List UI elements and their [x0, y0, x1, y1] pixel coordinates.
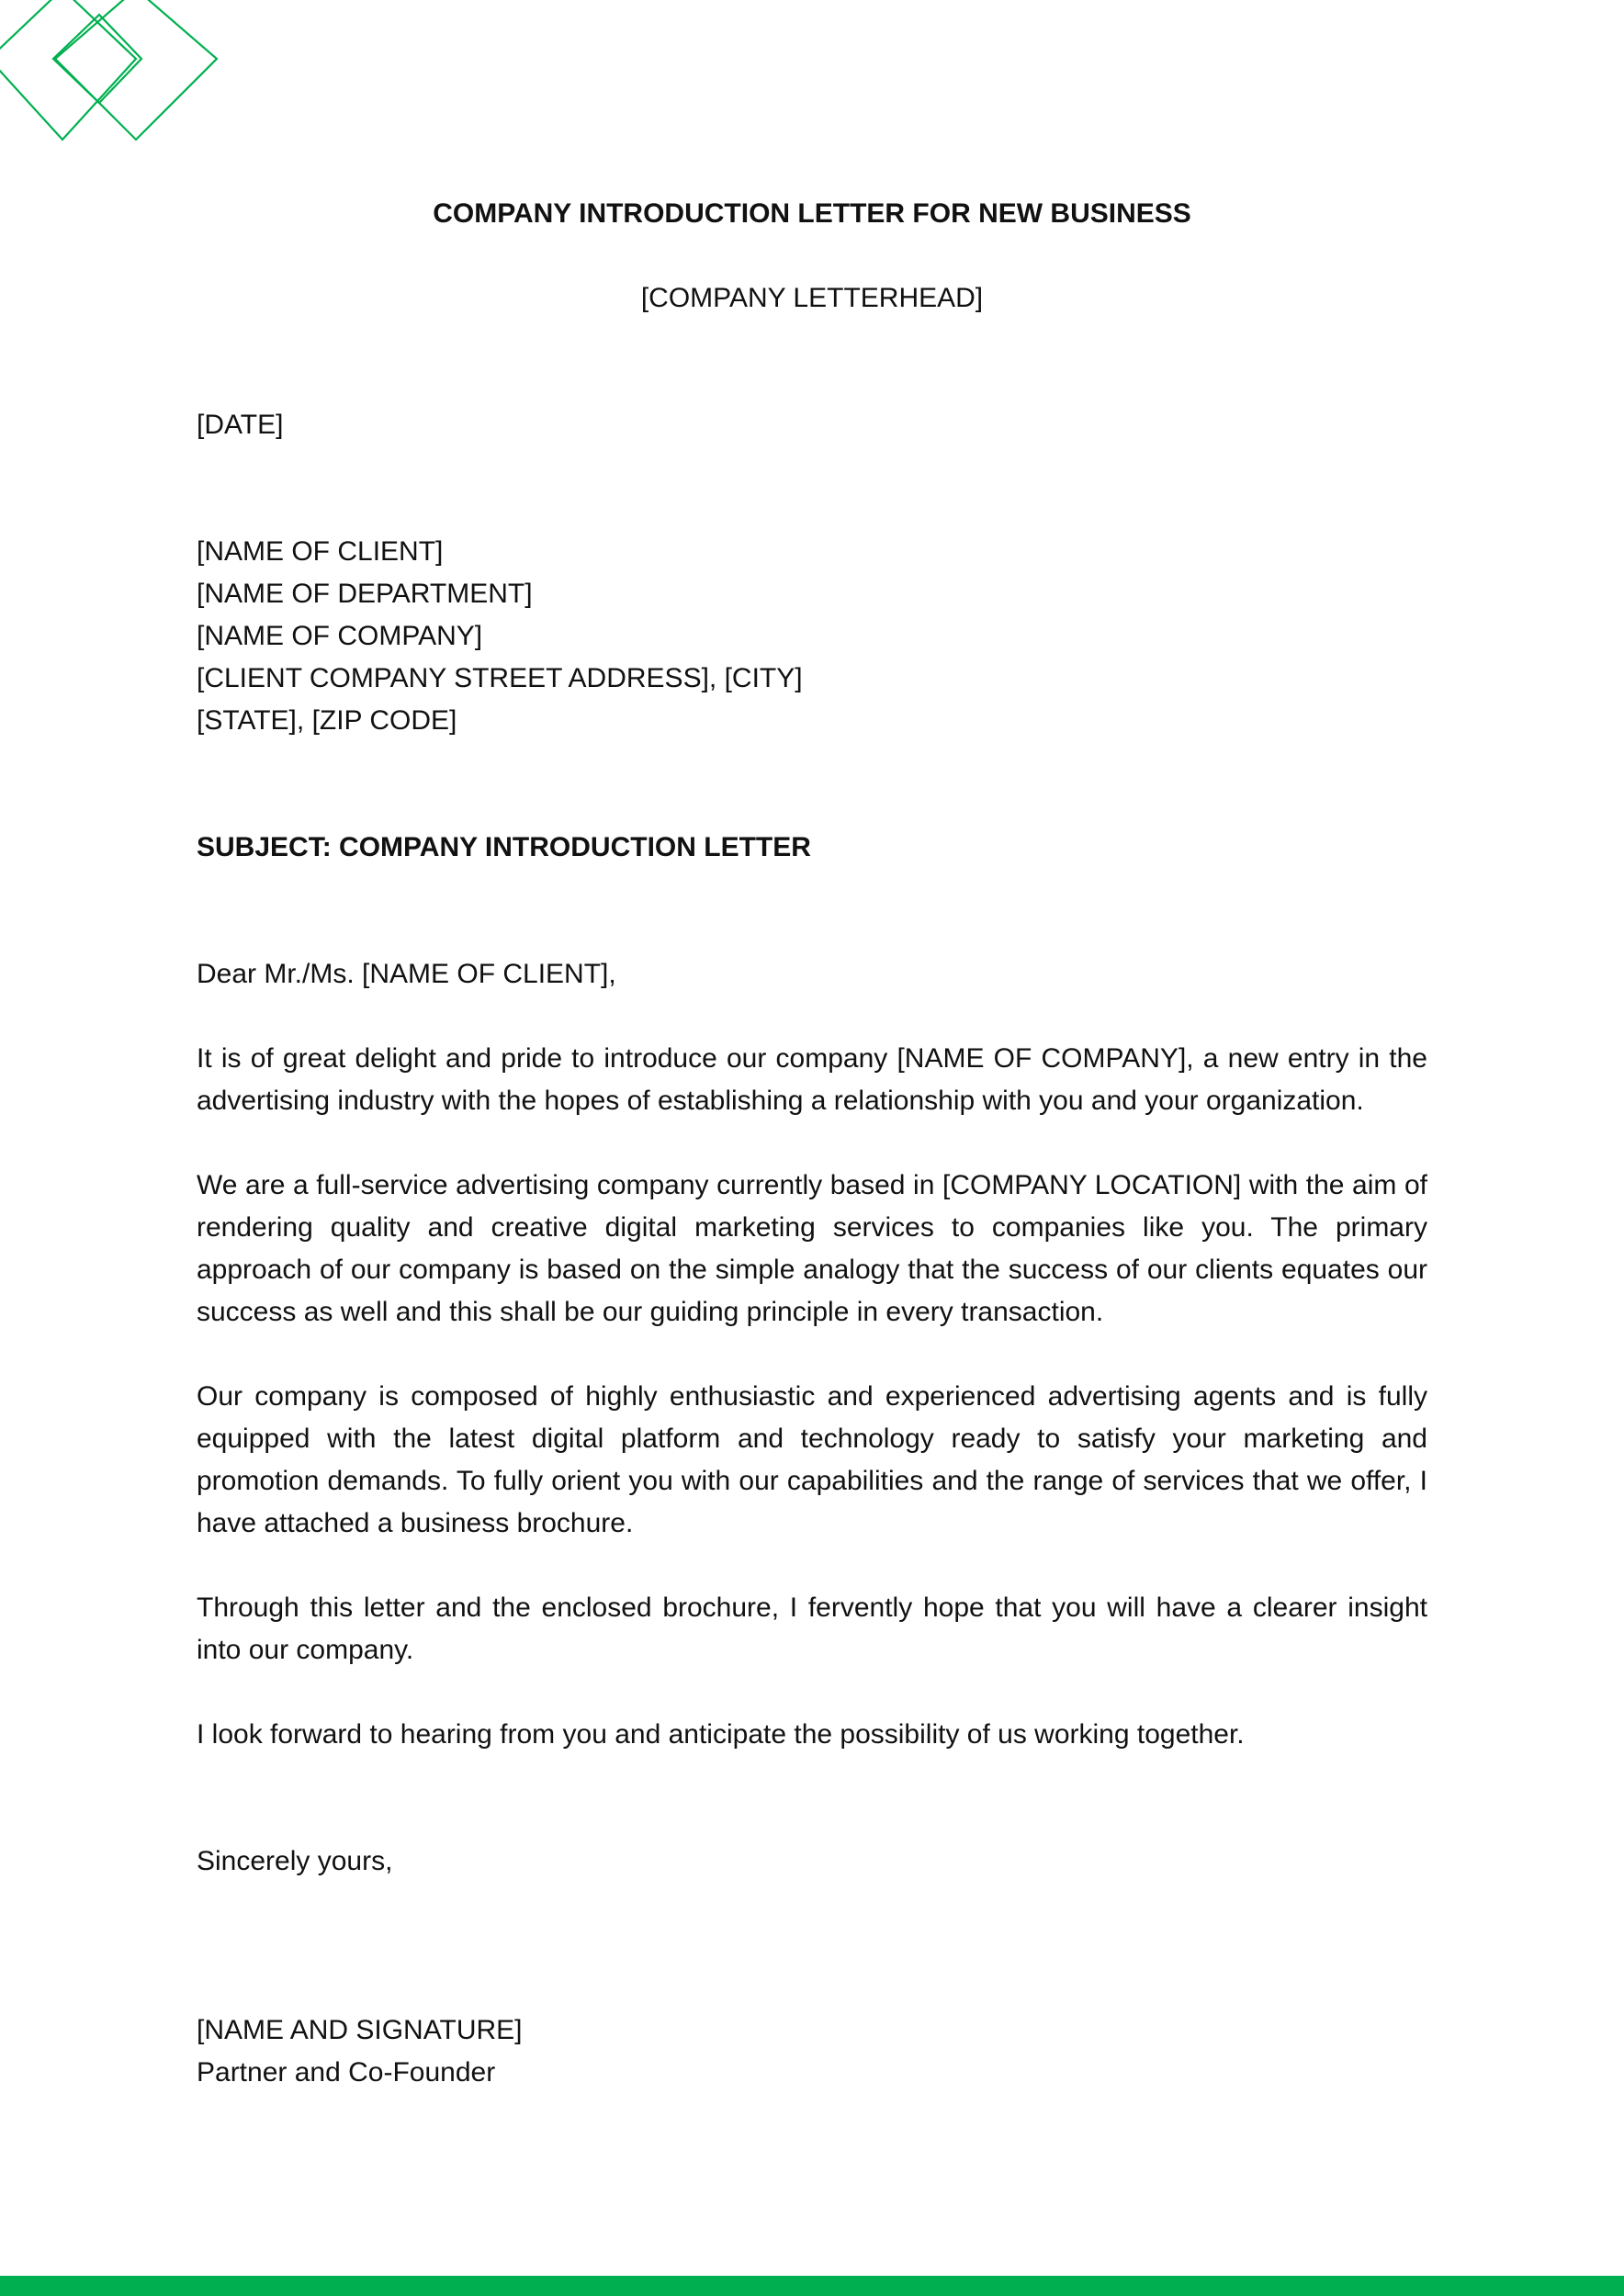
recipient-department: [NAME OF DEPARTMENT]	[197, 579, 533, 609]
signature-name: [NAME AND SIGNATURE]	[197, 2015, 523, 2045]
diamond-inner	[53, 15, 141, 103]
body-paragraph-4: Through this letter and the enclosed brochure, I fervently hope that you will have a clearer insight into our company.	[197, 1593, 1427, 1665]
body-paragraph-3: Our company is composed of highly enthusiastic and experienced advertising agents and is fully equipped with the latest digital platform and technology ready to satisfy your marketing and promotion demands. To fully orient you with our capabilities and the range of services that we offer, I have attached a business brochure.	[197, 1381, 1427, 1538]
diamond-outer-right	[55, 0, 217, 140]
recipient-name: [NAME OF CLIENT]	[197, 536, 444, 567]
recipient-company: [NAME OF COMPANY]	[197, 621, 483, 651]
recipient-address-line2: [STATE], [ZIP CODE]	[197, 705, 457, 736]
signature-position: Partner and Co-Founder	[197, 2057, 496, 2088]
body-paragraph-2: We are a full-service advertising company currently based in [COMPANY LOCATION] with the aim of rendering quality and creative digital marketing services to companies like you. The primary approach of our company is based on the simple analogy that the success of our clients equates our success as well and this shall be our guiding principle in every transaction.	[197, 1170, 1427, 1327]
company-letterhead: [COMPANY LETTERHEAD]	[640, 283, 984, 313]
bottom-accent-bar	[0, 2276, 1624, 2296]
subject-line: SUBJECT: COMPANY INTRODUCTION LETTER	[197, 832, 811, 862]
document-title: COMPANY INTRODUCTION LETTER FOR NEW BUSINESS	[433, 198, 1191, 229]
body-paragraph-5: I look forward to hearing from you and anticipate the possibility of us working together.	[197, 1719, 1245, 1750]
diamond-decoration-icon	[0, 0, 239, 156]
signature-block	[197, 2009, 1427, 2094]
recipient-address	[197, 531, 1427, 742]
body-paragraph-1: It is of great delight and pride to introduce our company [NAME OF COMPANY], a new entry in the advertising industry with the hopes of establishing a relationship with you and your organization.	[197, 1043, 1427, 1116]
closing-line: Sincerely yours,	[197, 1846, 393, 1876]
salutation: Dear Mr./Ms. [NAME OF CLIENT],	[197, 959, 616, 989]
date-line: [DATE]	[197, 410, 284, 440]
recipient-address-line1: [CLIENT COMPANY STREET ADDRESS], [CITY]	[197, 663, 803, 693]
